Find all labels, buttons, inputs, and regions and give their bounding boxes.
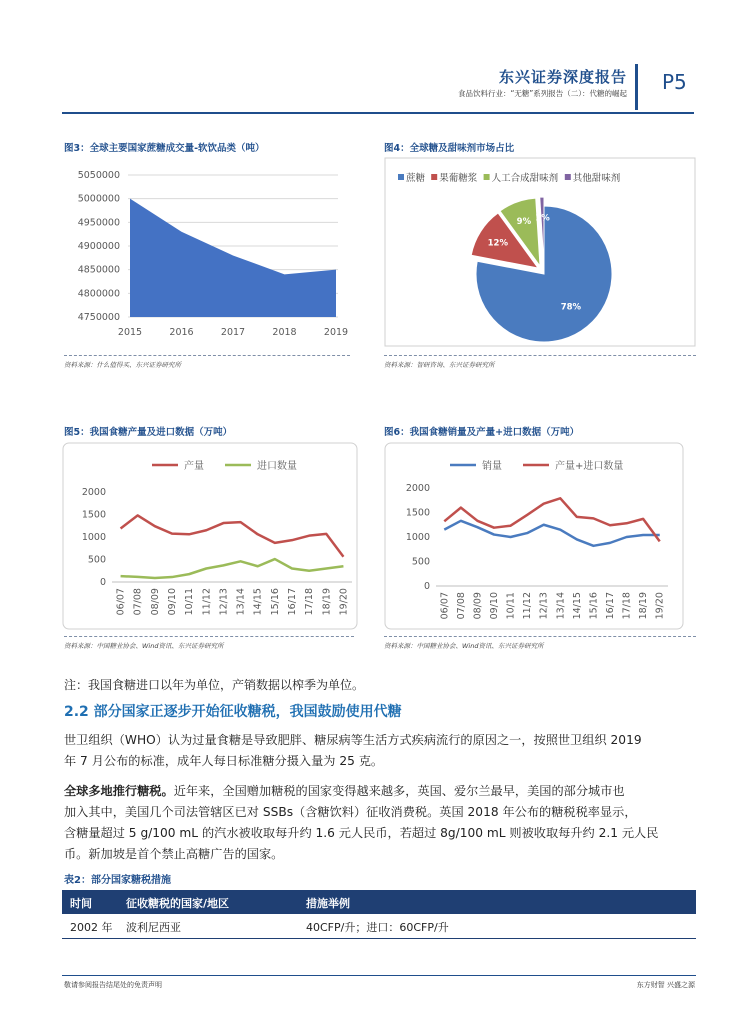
fig3-title: 图3：全球主要国家蔗糖成交量-软饮品类（吨） [64,143,265,154]
x-tick-label: 08/09 [472,592,484,620]
paragraph-line: 世卫组织（WHO）认为过量食糖是导致肥胖、糖尿病等生活方式疾病流行的原因之一，按照世卫组织 2019 [64,733,642,747]
fig4-chart [384,157,696,349]
y-tick-label: 4850000 [77,264,120,276]
x-tick-label: 19/20 [654,592,666,620]
table-cell: 40CFP/升；进口：60CFP/升 [306,921,449,934]
y-tick-label: 0 [423,581,430,592]
x-tick-label: 12/13 [218,588,230,616]
paragraph-line [64,781,696,802]
paragraph-line: 币。新加坡是首个禁止高糖广告的国家。 [64,847,284,861]
table-header [62,890,696,914]
y-tick-label: 5000000 [77,193,120,205]
fig4-rule [384,355,696,356]
data-note: 注：我国食糖进口以年为单位，产销数据以榨季为单位。 [64,678,365,692]
legend-swatch [431,174,437,180]
table-header-cell: 措施举例 [306,897,350,910]
x-tick-label: 09/10 [489,592,500,620]
table-row [62,914,696,939]
x-tick-label: 2019 [323,327,349,338]
x-tick-label: 13/14 [555,592,567,620]
fig5-chart [62,442,358,632]
x-tick-label: 07/08 [132,588,144,616]
x-tick-label: 08/09 [149,588,161,616]
x-tick-label: 16/17 [605,592,616,620]
footer-disclaimer: 敬请参阅报告结尾处的免责声明 [64,981,162,989]
fig4-title: 图4：全球糖及甜味剂市场占比 [384,143,515,154]
page-number: P5 [662,70,687,94]
fig6-title: 图6：我国食糖销量及产量+进口数据（万吨） [384,427,580,438]
y-tick-label: 1500 [81,509,106,521]
y-tick-label: 500 [87,554,106,566]
x-tick-label: 14/15 [571,592,583,620]
x-tick-label: 10/11 [505,592,517,620]
footer-rule [62,975,696,976]
legend-label: 产量+进口数量 [555,461,624,472]
paragraph-lead: 全球多地推行糖税。 [64,784,174,798]
y-tick-label: 4750000 [77,312,120,323]
x-tick-label: 19/20 [338,588,350,616]
x-tick-label: 13/14 [235,588,247,616]
y-tick-label: 2000 [81,487,106,498]
legend-label: 人工合成甜味剂 [491,173,559,184]
y-tick-label: 1000 [405,532,430,543]
table-cell: 波利尼西亚 [126,921,181,934]
paragraph-line: 年 7 月公布的标准，成年人每日标准糖分摄入量为 25 克。 [64,754,384,768]
fig5-source: 资料来源：中国糖业协会、Wind资讯、东兴证券研究所 [64,642,224,650]
table-cell: 2002 年 [70,921,113,934]
x-tick-label: 14/15 [252,588,264,616]
paragraph-line: 含糖量超过 5 g/100 mL 的汽水被收取每升约 1.6 元人民币，若超过 8g/100 mL 则被收取每升约 2.1 元人民 [64,826,659,840]
paragraph-text: 近年来，全国赠加糖税的国家变得越来越多，英国、爱尔兰最早，美国的部分城市也 [173,784,625,798]
fig6-chart [384,442,684,632]
legend-swatch [565,174,571,180]
paragraph-sugar-tax [64,781,696,865]
legend-label: 蔗糖 [406,173,426,184]
header-rule [62,112,694,114]
fig5-rule [64,636,354,637]
x-tick-label: 15/16 [269,588,281,616]
x-tick-label: 11/12 [201,588,213,616]
fig3-source: 资料来源：什么值得买、东兴证券研究所 [64,361,181,369]
x-tick-label: 16/17 [287,588,298,616]
fig4-source: 资料来源：智研咨询、东兴证券研究所 [384,361,495,369]
y-tick-label: 500 [411,556,430,568]
y-tick-label: 5050000 [77,170,120,181]
paragraph-who [64,730,696,772]
x-tick-label: 17/18 [621,592,633,620]
x-tick-label: 2018 [272,327,297,338]
legend-swatch [484,174,490,180]
fig3-rule [64,355,350,356]
x-tick-label: 15/16 [588,592,600,620]
section-heading: 2.2 部分国家正逐步开始征收糖税，我国鼓励使用代糖 [64,704,402,720]
y-tick-label: 4900000 [77,241,120,252]
data-label: 9% [516,217,532,228]
area-series [130,199,336,317]
fig6-rule [384,636,696,637]
x-tick-label: 10/11 [184,588,196,616]
y-tick-label: 4800000 [77,288,120,300]
x-tick-label: 07/08 [455,592,467,620]
x-tick-label: 06/07 [439,592,451,620]
table-header-cell: 征收糖税的国家/地区 [126,897,230,910]
x-tick-label: 09/10 [167,588,178,616]
legend-label: 产量 [184,461,204,472]
x-tick-label: 2015 [117,327,143,338]
y-tick-label: 2000 [405,483,430,494]
legend-label: 果葡糖浆 [439,173,478,184]
x-tick-label: 18/19 [321,588,333,616]
report-brand: 东兴证券深度报告 [498,68,627,86]
report-subtitle: 食品饮料行业：“无糖”系列报告（二）：代糖的崛起 [457,89,627,98]
data-label: 1% [535,213,550,224]
legend-label: 销量 [482,461,502,472]
x-tick-label: 11/12 [522,592,534,620]
data-label: 78% [560,302,582,313]
x-tick-label: 17/18 [304,588,316,616]
table-header-cell: 时间 [70,897,92,910]
x-tick-label: 2017 [220,327,246,338]
x-tick-label: 18/19 [638,592,650,620]
data-label: 12% [487,238,508,249]
y-tick-label: 0 [99,577,106,588]
header-divider [635,64,638,110]
legend-label: 进口数量 [257,461,297,472]
paragraph-line: 加入其中，美国几个司法管辖区已对 SSBs（含糖饮料）征收消费税。英国 2018 年公布的糖税税率显示， [64,805,637,819]
x-tick-label: 2016 [169,327,194,338]
fig3-plot [78,170,348,338]
y-tick-label: 4950000 [77,217,120,229]
fig5-title: 图5：我国食糖产量及进口数据（万吨） [64,427,233,438]
y-tick-label: 1500 [405,507,430,519]
footer-slogan: 东方财智 兴盛之源 [636,981,695,989]
table-title: 表2：部分国家糖税措施 [64,875,171,886]
fig6-source: 资料来源：中国糖业协会、Wind资讯、东兴证券研究所 [384,642,544,650]
legend-swatch [398,174,404,180]
x-tick-label: 12/13 [538,592,550,620]
fig3-chart [62,157,350,349]
y-tick-label: 1000 [81,532,106,543]
legend-label: 其他甜味剂 [572,173,621,184]
x-tick-label: 06/07 [115,588,127,616]
